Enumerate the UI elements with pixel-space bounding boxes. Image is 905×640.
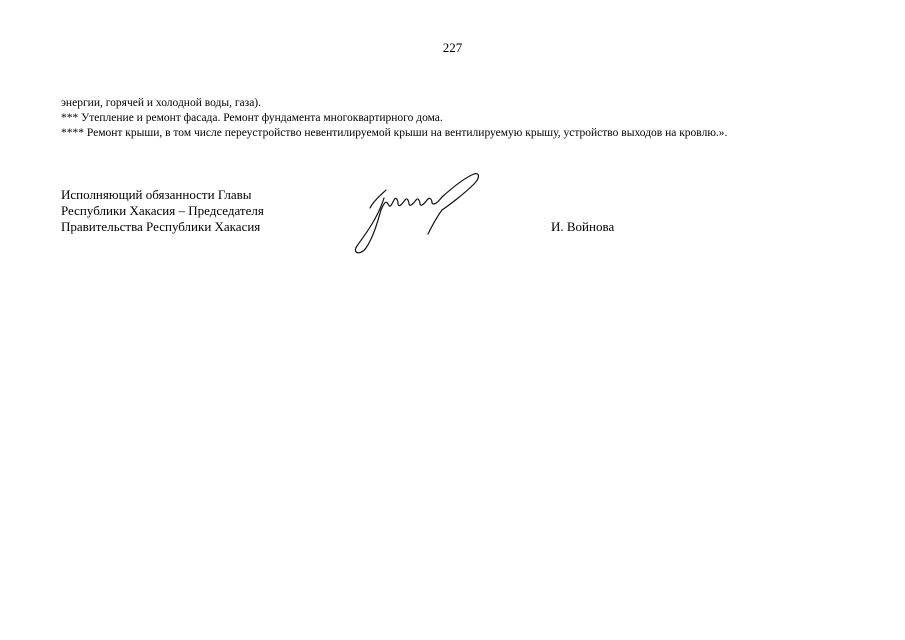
- signatory-position: [61, 187, 264, 235]
- page-number: 227: [442, 40, 463, 55]
- note-line-continuation: энергии, горячей и холодной воды, газа).: [61, 97, 262, 109]
- position-line-1: Исполняющий обязанности Главы: [61, 187, 252, 202]
- note-line-roof: **** Ремонт крыши, в том числе переустройство невентилируемой крыши на вентилируемую крышу, устройство выходов на кровлю.».: [61, 127, 728, 139]
- position-line-3: Правительства Республики Хакасия: [61, 219, 261, 234]
- signer-name: И. Войнова: [551, 219, 615, 234]
- position-line-2: Республики Хакасия – Председателя: [61, 203, 264, 218]
- signature-icon: [348, 170, 493, 260]
- note-line-facade: *** Утепление и ремонт фасада. Ремонт фундамента многоквартирного дома.: [61, 112, 443, 124]
